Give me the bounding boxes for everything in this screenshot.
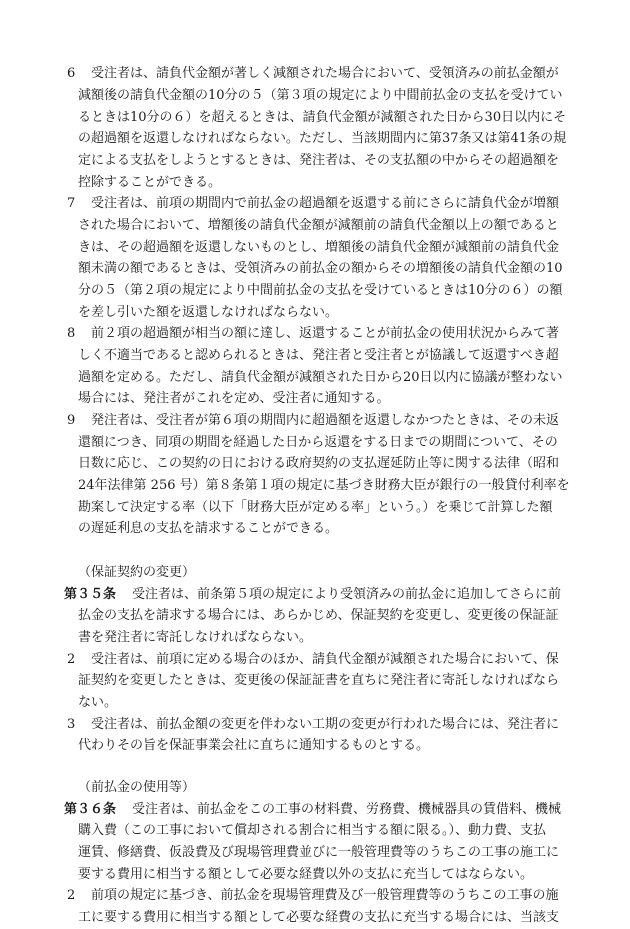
item-text-line: るときは10分の６）を超えるときは、請負代金額が減額された日から30日以内にそ xyxy=(78,110,567,125)
item-text-line: 過額を定める。ただし、請負代金額が減額された日から20日以内に協議が整わない xyxy=(78,370,563,385)
article-35-text-line: 払金の支払を請求する場合には、あらかじめ、保証契約を変更し、変更後の保証証 xyxy=(78,608,559,623)
item-text-line: 前項の規定に基づき、前払金を現場管理費及び一般管理費等のうちこの工事の施 xyxy=(91,888,559,903)
article-36-text-line: 要する費用に相当する額として必要な経費以外の支払に充当してはならない。 xyxy=(78,867,534,882)
item-text-line: きは、その超過額を返還しないものとし、増額後の請負代金額が減額前の請負代金 xyxy=(78,240,560,255)
item-number: 2 xyxy=(67,652,76,667)
item-text-line: 日数に応じ、この契約の日における政府契約の支払遅延防止等に関する法律（昭和 xyxy=(78,456,560,471)
article-36-heading: （前払金の使用等） xyxy=(78,780,196,795)
item-text-line: ない。 xyxy=(78,695,118,710)
item-text-line: 工に要する費用に相当する額として必要な経費の支払に充当する場合には、当該支 xyxy=(78,910,560,925)
item-text-line: 受注者は、前項に定める場合のほか、請負代金額が減額された場合において、保 xyxy=(91,652,559,667)
item-text-line: 代わりその旨を保証事業会社に直ちに通知するものとする。 xyxy=(78,738,430,753)
item-text-line: 前２項の超過額が相当の額に達し、返還することが前払金の使用状況からみて著 xyxy=(91,326,560,341)
item-text-line: を差し引いた額を返還しなければならない。 xyxy=(78,305,339,320)
item-number: 6 xyxy=(67,66,76,81)
item-text-line: 受注者は、請負代金額が著しく減額された場合において、受領済みの前払金額が xyxy=(91,66,559,81)
item-text-line: の遅延利息の支払を請求することができる。 xyxy=(78,521,339,536)
item-text-line: の超過額を返還しなければならない。ただし、当該期間内に第37条又は第41条の規 xyxy=(78,131,567,146)
item-text-line: 額未満の額であるときは、受領済みの前払金の額からその増額後の請負代金額の10 xyxy=(78,261,563,276)
article-36-text-line: 運賃、修繕費、仮設費及び現場管理費並びに一般管理費等のうちこの工事の施工に xyxy=(78,845,560,860)
article-36-text-line: 購入費（この工事において償却される割合に相当する額に限る。）、動力費、支払 xyxy=(78,823,547,838)
article-36-label: 第３６条 xyxy=(64,802,117,817)
item-text-line: 受注者は、前項の期間内で前払金の超過額を返還する前にさらに請負代金が増額 xyxy=(91,196,560,211)
item-number: 9 xyxy=(67,413,76,428)
item-text-line: 減額後の請負代金額の10分の５（第３項の規定により中間前払金の支払を受けてい xyxy=(78,88,563,103)
item-text-line: 定による支払をしようとするときは、発注者は、その支払額の中からその超過額を xyxy=(78,153,560,168)
item-text-line: 発注者は、受注者が第６項の期間内に超過額を返還しなかつたときは、その未返 xyxy=(91,413,560,428)
item-text-line: 還額につき、同項の期間を経過した日から返還をする日までの期間について、その xyxy=(78,435,558,450)
item-number: 8 xyxy=(67,326,76,341)
item-number: 3 xyxy=(67,717,76,732)
item-number: 7 xyxy=(67,196,76,211)
item-text-line: 受注者は、前払金額の変更を伴わない工期の変更が行われた場合には、発注者に xyxy=(91,717,560,732)
item-text-line: 証契約を変更したときは、変更後の保証証書を直ちに発注者に寄託しなければなら xyxy=(78,673,560,688)
item-text-line: 勘案して決定する率（以下「財務大臣が定める率」という。）を乗じて計算した額 xyxy=(78,500,553,515)
item-number: 2 xyxy=(67,888,76,903)
item-text-line: 場合には、発注者がこれを定め、受注者に通知する。 xyxy=(78,391,390,406)
article-35-label: 第３５条 xyxy=(64,587,117,602)
item-text-line: 24年法律第 256 号）第８条第１項の規定に基づき財務大臣が銀行の一般貸付利率を xyxy=(78,478,570,493)
item-text-line: 分の５（第２項の規定により中間前払金の支払を受けているときは10分の６）の額 xyxy=(78,283,563,298)
item-text-line: された場合において、増額後の請負代金額が減額前の請負代金額以上の額であると xyxy=(78,218,559,233)
item-text-line: しく不適当であると認められるときは、発注者と受注者とが協議して返還すべき超 xyxy=(78,348,559,363)
article-36-text-line: 受注者は、前払金をこの工事の材料費、労務費、機械器具の賃借料、機械 xyxy=(132,802,562,817)
article-35-text-line: 受注者は、前条第５項の規定により受領済みの前払金に追加してさらに前 xyxy=(132,587,562,602)
article-35-heading: （保証契約の変更） xyxy=(78,565,196,580)
article-35-text-line: 書を発注者に寄託しなければならない。 xyxy=(78,630,313,645)
item-text-line: 控除することができる。 xyxy=(78,175,222,190)
